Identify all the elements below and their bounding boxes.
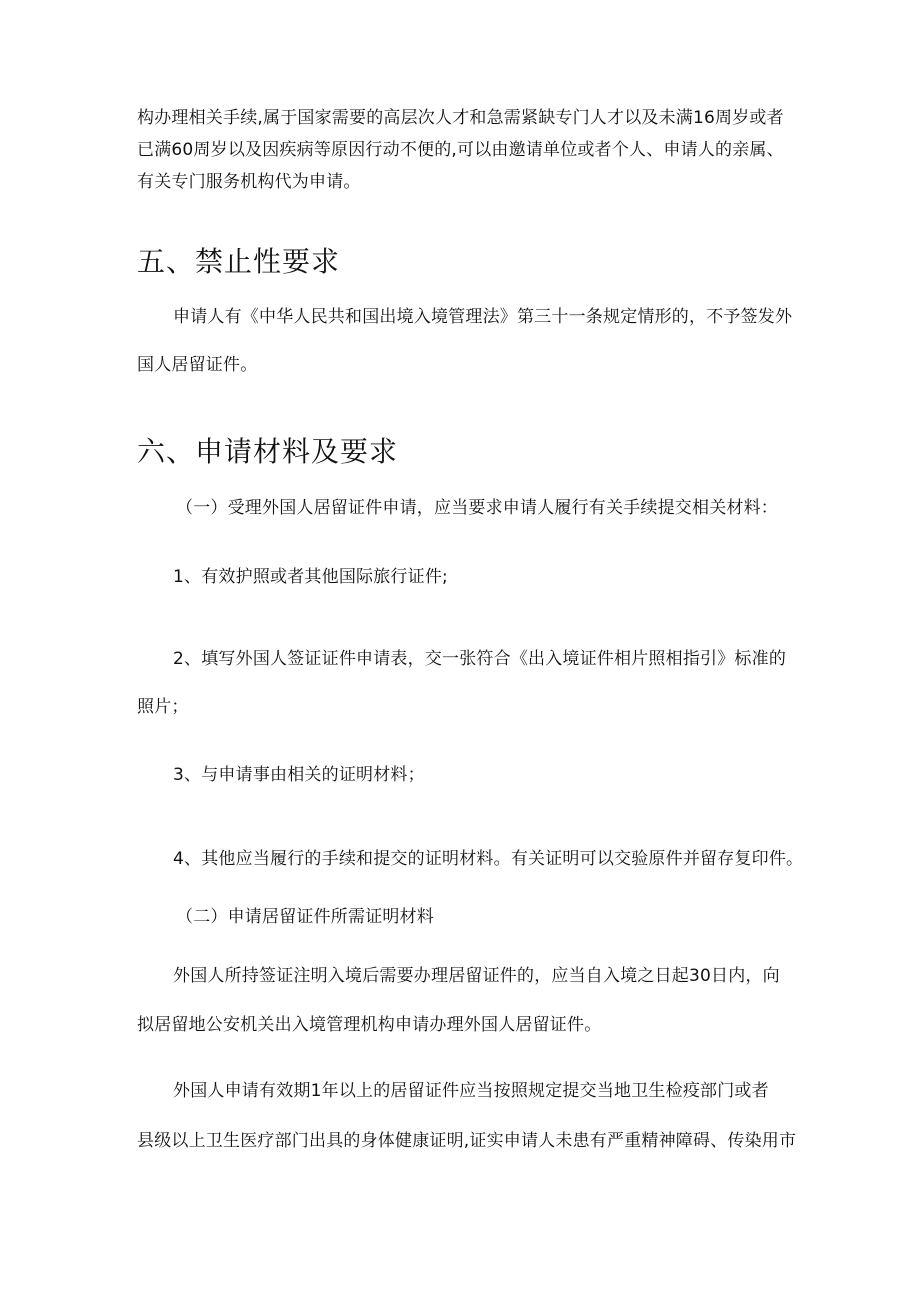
intro-line-3: 有关专门服务机构代为申请。: [137, 172, 361, 192]
requirement-item-3: 3、与申请事由相关的证明材料；: [173, 765, 425, 785]
intro-line-2: 已满60周岁以及因疾病等原因行动不便的,可以由邀请单位或者个人、申请人的亲属、: [137, 140, 784, 160]
paragraph-1-line-1: 外国人所持签证注明入境后需要办理居留证件的，应当自入境之日起30日内，向: [173, 966, 780, 986]
section-5-line-1: 申请人有《中华人民共和国出境入境管理法》第三十一条规定情形的，不予签发外: [173, 307, 793, 327]
paragraph-2-line-1: 外国人申请有效期1年以上的居留证件应当按照规定提交当地卫生检疫部门或者: [173, 1081, 769, 1101]
section-6-sub-1: （一）受理外国人居留证件申请，应当要求申请人履行有关手续提交相关材料：: [176, 498, 778, 518]
section-6-sub-2: （二）申请居留证件所需证明材料: [176, 907, 434, 927]
requirement-item-2-line-2: 照片；: [137, 697, 189, 717]
section-5-line-2: 国人居留证件。: [137, 355, 258, 375]
requirement-item-1: 1、有效护照或者其他国际旅行证件;: [173, 567, 448, 587]
section-6-heading: 六、申请材料及要求: [137, 435, 399, 468]
requirement-item-2-line-1: 2、填写外国人签证证件申请表，交一张符合《出入境证件相片照相指引》标准的: [173, 649, 787, 669]
requirement-item-4: 4、其他应当履行的手续和提交的证明材料。有关证明可以交验原件并留存复印件。: [173, 849, 804, 869]
section-5-heading: 五、禁止性要求: [137, 245, 341, 278]
paragraph-2-line-2: 县级以上卫生医疗部门出具的身体健康证明,证实申请人未患有严重精神障碍、传染用市: [137, 1131, 797, 1151]
paragraph-1-line-2: 拟居留地公安机关出入境管理机构申请办理外国人居留证件。: [137, 1015, 602, 1035]
intro-line-1: 构办理相关手续,属于国家需要的高层次人才和急需紧缺专门人才以及未满16周岁或者: [137, 108, 784, 128]
